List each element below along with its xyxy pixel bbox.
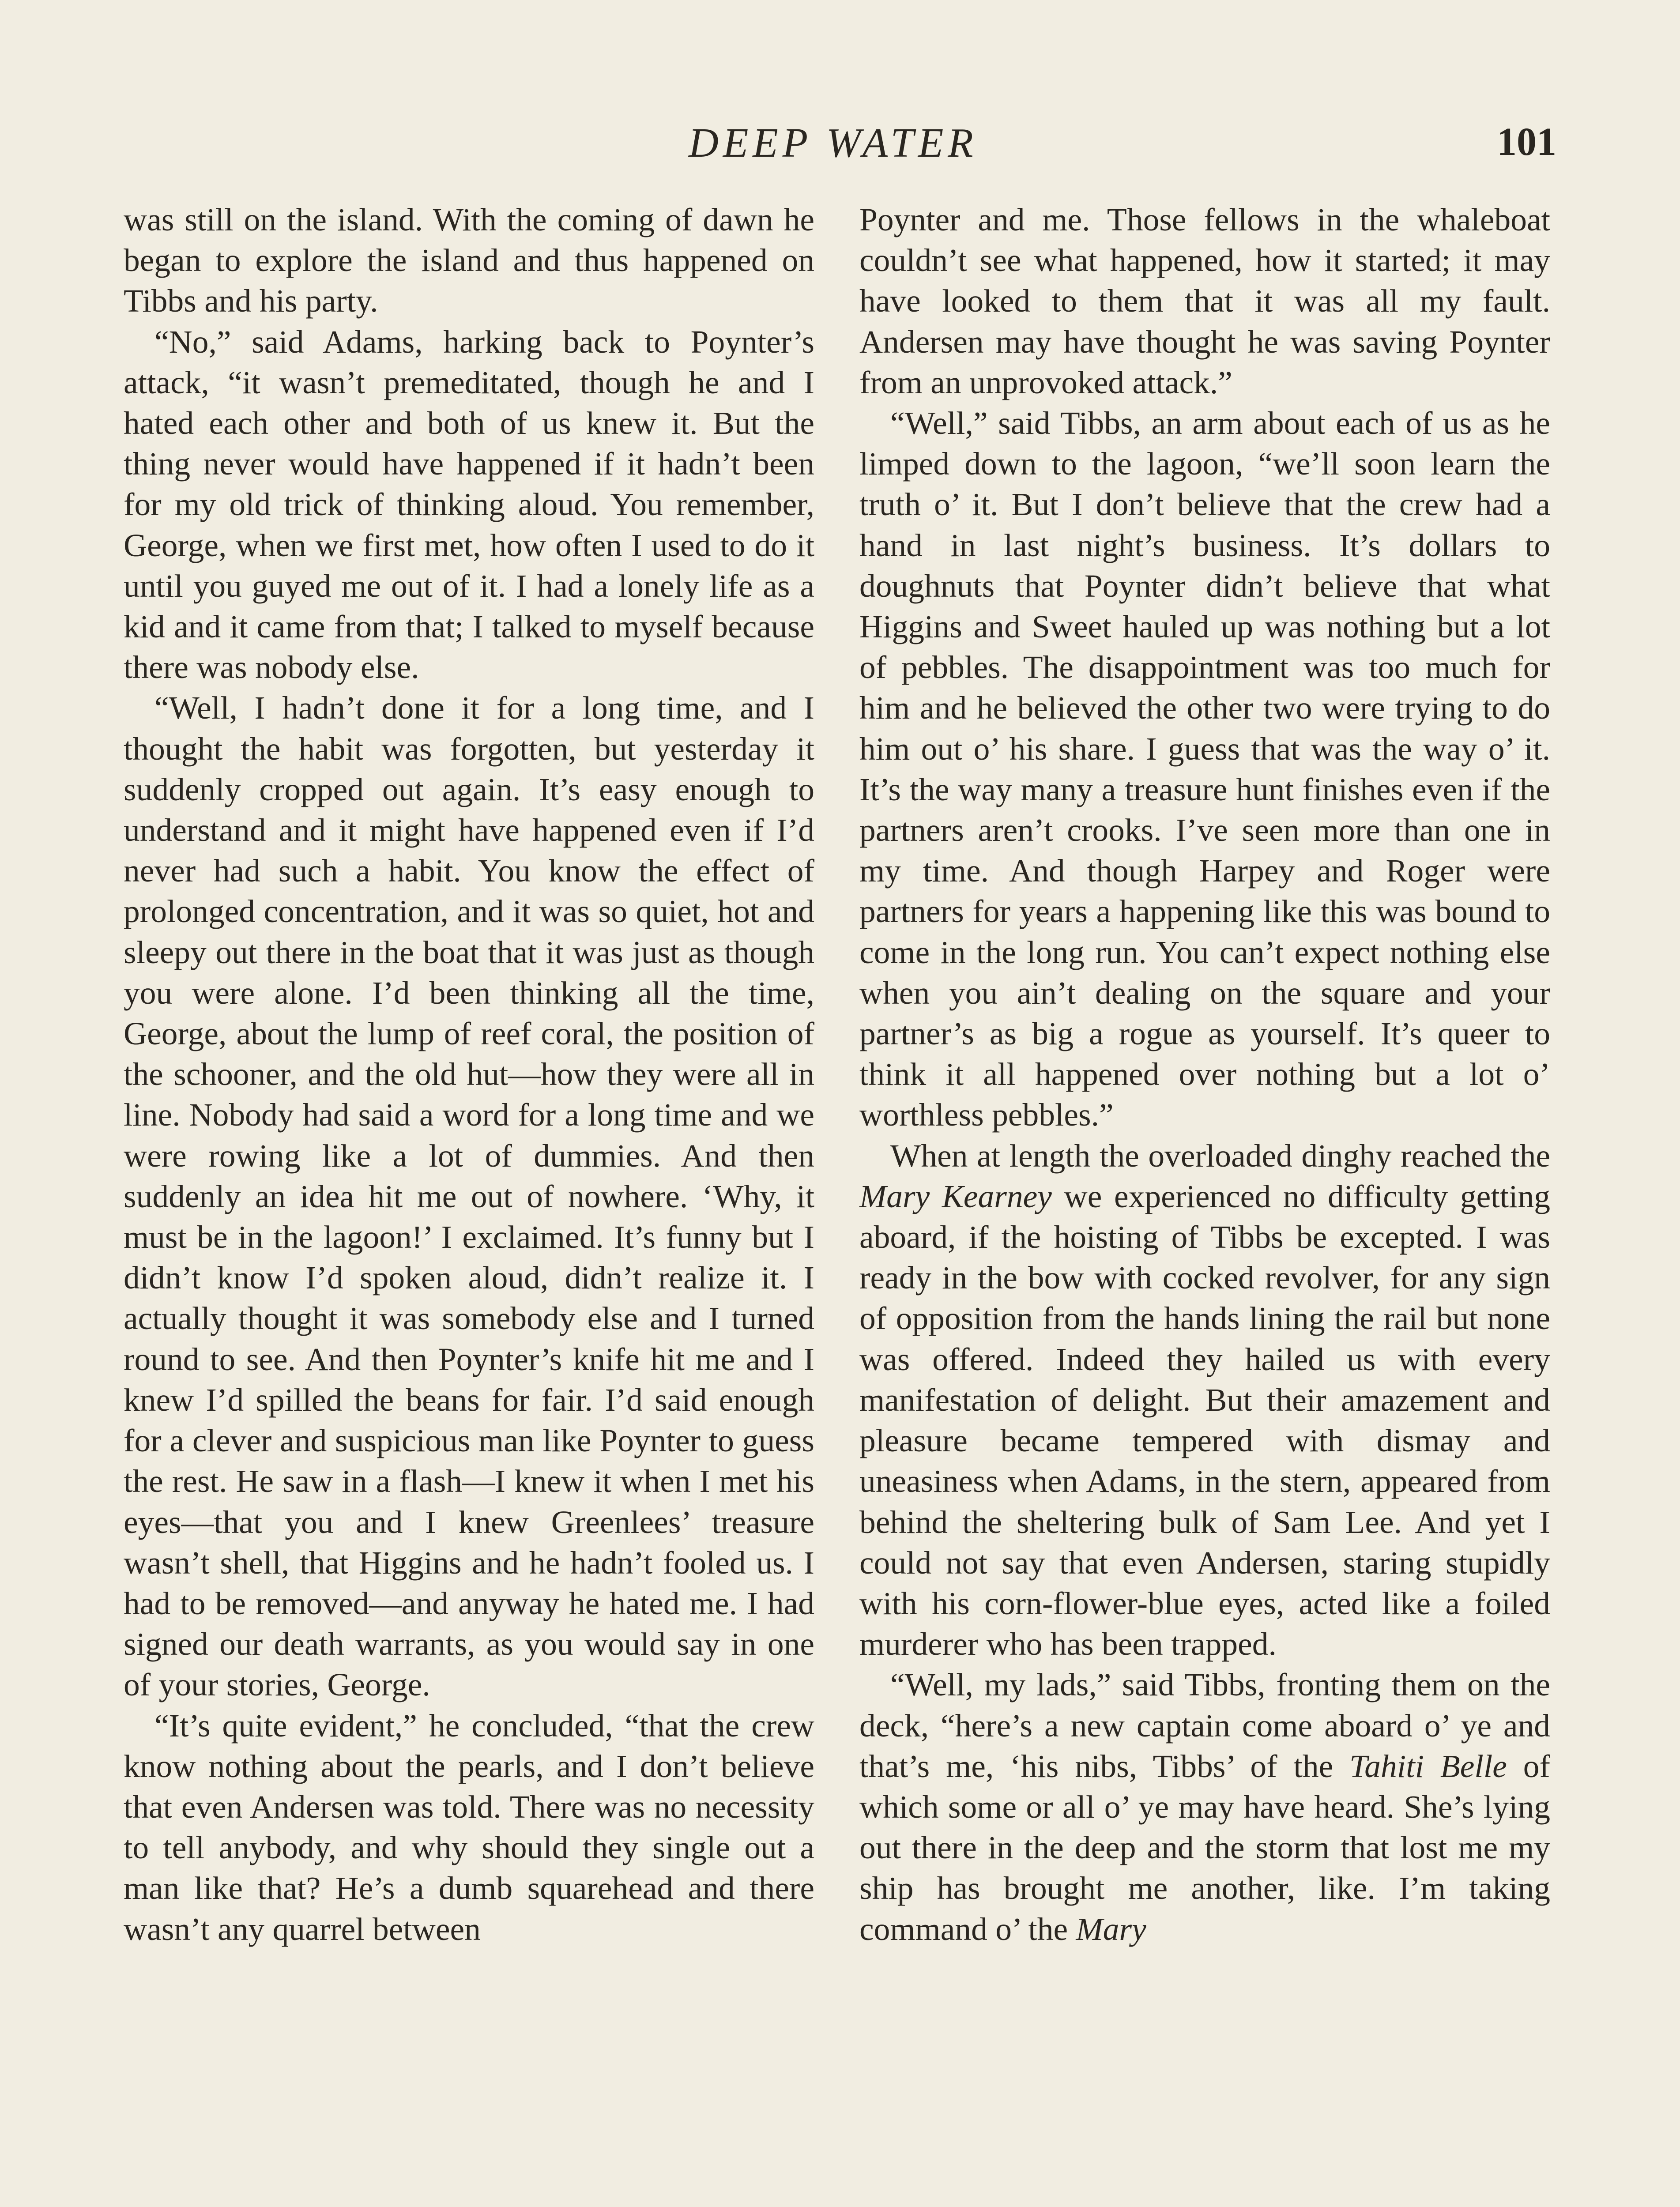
right-column bbox=[859, 200, 1550, 1950]
text-run: of which some or all o’ ye may have heard. She’s lying out there in the deep and the storm that lost me my ship has brought me another, like. I’m taking command o’ the bbox=[859, 1748, 1550, 1947]
paragraph: “It’s quite evident,” he concluded, “that the crew know nothing about the pearls, and I don’t believe that even Andersen was told. There was no necessity to tell anybody, and why should they single out a man like that? He’s a dumb squarehead and there wasn’t any quarrel between bbox=[124, 1707, 814, 1947]
paragraph bbox=[859, 1136, 1550, 1665]
paragraph: Poynter and me. Those fellows in the whaleboat couldn’t see what happened, how it started; it may have looked to them that it was all my fault. Andersen may have thought he was saving Poynter from an unprovoked attack.” bbox=[859, 202, 1550, 400]
paragraph: was still on the island. With the coming of dawn he began to explore the island and thus happened on Tibbs and his party. bbox=[124, 202, 814, 319]
ship-name-italic: Mary Kearney bbox=[859, 1178, 1052, 1214]
text-run: When at length the overloaded dinghy reached the bbox=[890, 1137, 1550, 1174]
page-number: 101 bbox=[1497, 120, 1556, 164]
page-header bbox=[0, 119, 1680, 172]
left-column bbox=[124, 200, 814, 1950]
running-title: DEEP WATER bbox=[689, 120, 978, 166]
ship-name-italic: Tahiti Belle bbox=[1349, 1748, 1507, 1784]
paragraph: “Well,” said Tibbs, an arm about each of us as he limped down to the lagoon, “we’ll soon learn the truth o’ it. But I don’t believe that the crew had a hand in last night’s business. It’s dollars to doughnuts that Poynter didn’t believe that what Higgins and Sweet hauled up was nothing but a lot of pebbles. The disappointment was too much for him and he believed the other two were trying to do him out o’ his share. I guess that was the way o’ it. It’s the way many a treasure hunt finishes even if the partners aren’t crooks. I’ve seen more than one in my time. And though Harpey and Roger were partners for years a happening like this was bound to come in the long run. You can’t expect nothing else when you ain’t dealing on the square and your partner’s as big a rogue as yourself. It’s queer to think it all happened over nothing but a lot o’ worthless pebbles.” bbox=[859, 405, 1550, 1133]
text-run: “Well, my lads,” said Tibbs, fronting them on the deck, “here’s a new captain come aboard o’ ye and that’s me, ‘his nibs, Tibbs’ of the bbox=[859, 1667, 1550, 1784]
paragraph: “No,” said Adams, harking back to Poynter’s attack, “it wasn’t premeditated, though he and I hated each other and both of us knew it. But the thing never would have happened if it hadn’t been for my old trick of thinking aloud. You remember, George, when we first met, how often I used to do it until you guyed me out of it. I had a lonely life as a kid and it came from that; I talked to myself because there was nobody else. bbox=[124, 324, 814, 685]
paragraph: “Well, I hadn’t done it for a long time, and I thought the habit was forgotten, but yesterday it suddenly cropped out again. It’s easy enough to understand and it might have happened even if I’d never had such a habit. You know the effect of prolonged concentration, and it was so quiet, hot and sleepy out there in the boat that it was just as though you were alone. I’d been thinking all the time, George, about the lump of reef coral, the position of the schooner, and the old hut—how they were all in line. Nobody had said a word for a long time and we were rowing like a lot of dummies. And then suddenly an idea hit me out of nowhere. ‘Why, it must be in the lagoon!’ I exclaimed. It’s funny but I didn’t know I’d spoken aloud, didn’t realize it. I actually thought it was somebody else and I turned round to see. And then Poynter’s knife hit me and I knew I’d spilled the beans for fair. I’d said enough for a clever and suspicious man like Poynter to guess the rest. He saw in a flash—I knew it when I met his eyes—that you and I knew Greenlees’ treasure wasn’t shell, that Higgins and he hadn’t fooled us. I had to be removed—and anyway he hated me. I had signed our death warrants, as you would say in one of your stories, George. bbox=[124, 690, 814, 1703]
ship-name-italic: Mary bbox=[1076, 1911, 1146, 1947]
paragraph bbox=[859, 1665, 1550, 1949]
text-run: we experienced no difficulty getting aboard, if the hoisting of Tibbs be excepted. I was ready in the bow with cocked revolver, for any sign of opposition from the hands lining the rail but none was offered. Indeed they hailed us with every manifestation of delight. But their amazement and pleasure became tempered with dismay and uneasiness when Adams, in the stern, appeared from behind the sheltering bulk of Sam Lee. And yet I could not say that even Andersen, staring stupidly with his corn-flower-blue eyes, acted like a foiled murderer who has been trapped. bbox=[859, 1178, 1551, 1662]
